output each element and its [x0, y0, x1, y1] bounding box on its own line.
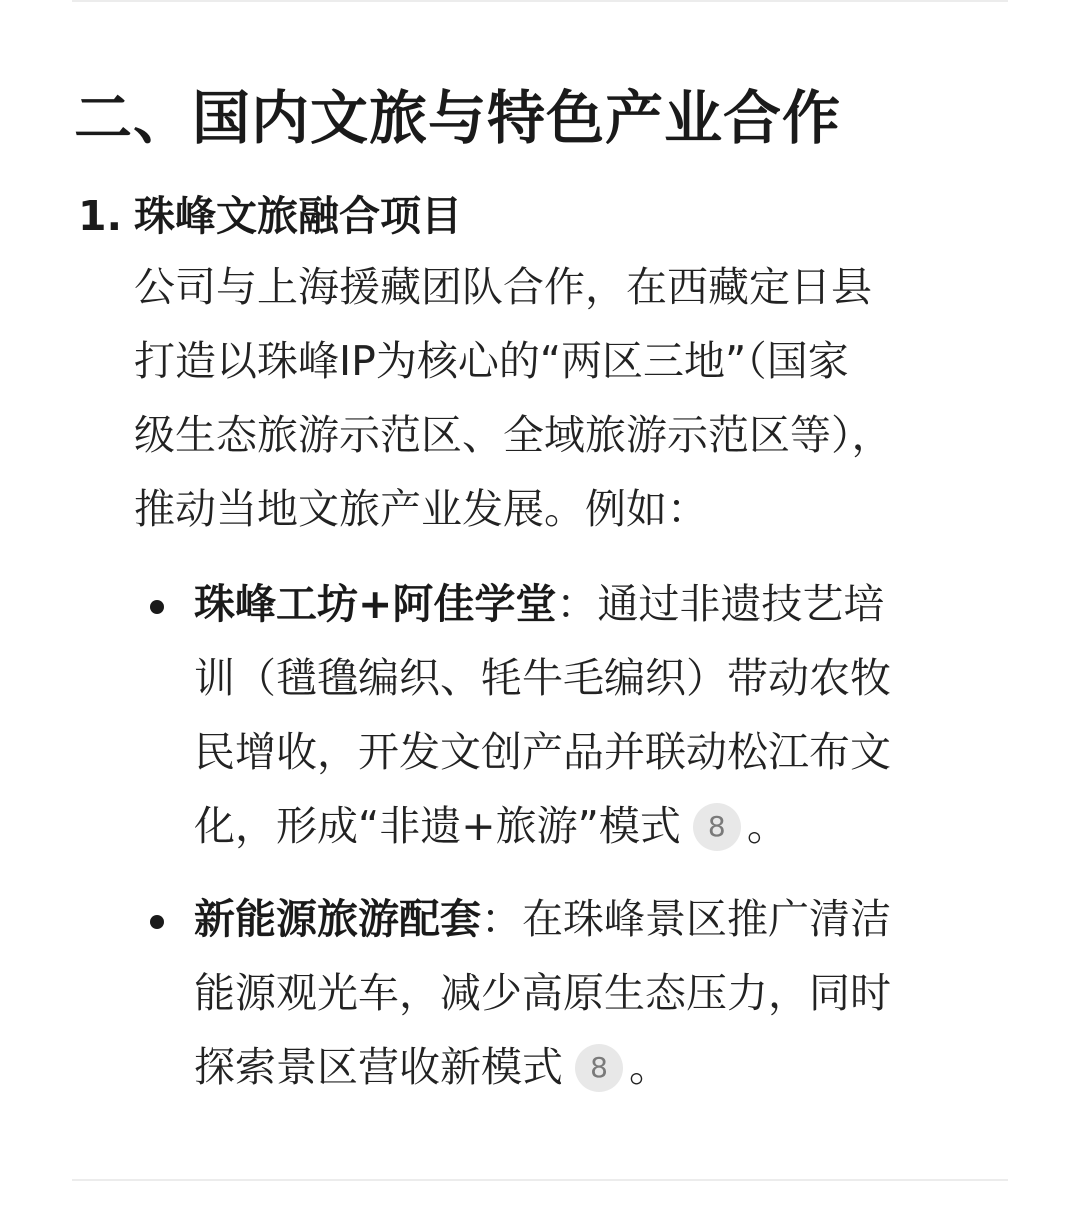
citation-badge[interactable]: 8 — [693, 803, 741, 851]
list-item-title: 珠峰文旅融合项目 — [134, 192, 462, 240]
citation-badge[interactable]: 8 — [575, 1044, 623, 1092]
sentence-end: 。 — [629, 1043, 670, 1091]
list-item-body — [134, 250, 1014, 546]
body-line: 推动当地文旅产业发展。例如： — [134, 485, 708, 533]
body-line: 公司与上海援藏团队合作，在西藏定日县 — [134, 263, 872, 311]
bullet-line — [194, 789, 1034, 863]
bullet-title: 新能源旅游配套 — [194, 895, 481, 943]
bullet-text-segment: 探索景区营收新模式 — [194, 1043, 563, 1091]
body-line: 级生态旅游示范区、全域旅游示范区等）， — [134, 411, 893, 459]
bullet-line — [194, 1030, 1034, 1104]
body-line: 打造以珠峰IP为核心的“两区三地”（国家 — [134, 337, 849, 385]
bullet-line: 能源观光车，减少高原生态压力，同时 — [194, 969, 891, 1017]
top-divider — [72, 0, 1008, 2]
bullet-text-segment: ：通过非遗技艺培 — [556, 580, 885, 628]
bullet-title: 珠峰工坊+阿佳学堂 — [194, 580, 557, 628]
bullet-line — [194, 567, 1034, 641]
bullet-dot — [150, 915, 164, 929]
sentence-end: 。 — [746, 802, 788, 850]
bullet-dot — [150, 600, 164, 614]
bullet-line — [194, 882, 1034, 956]
bottom-divider — [72, 1179, 1008, 1181]
bullet-text-segment: ：在珠峰景区推广清洁 — [481, 895, 891, 943]
section-heading: 二、国内文旅与特色产业合作 — [74, 84, 842, 152]
bullet-text-segment: 化，形成“非遗+旅游”模式 — [194, 802, 681, 850]
bullet-item-workshop — [194, 567, 1034, 863]
list-item-number: 1. — [78, 192, 123, 240]
bullet-item-new-energy — [194, 882, 1034, 1104]
bullet-line: 民增收，开发文创产品并联动松江布文 — [194, 728, 891, 776]
bullet-line: 训（氆氇编织、牦牛毛编织）带动农牧 — [194, 654, 891, 702]
